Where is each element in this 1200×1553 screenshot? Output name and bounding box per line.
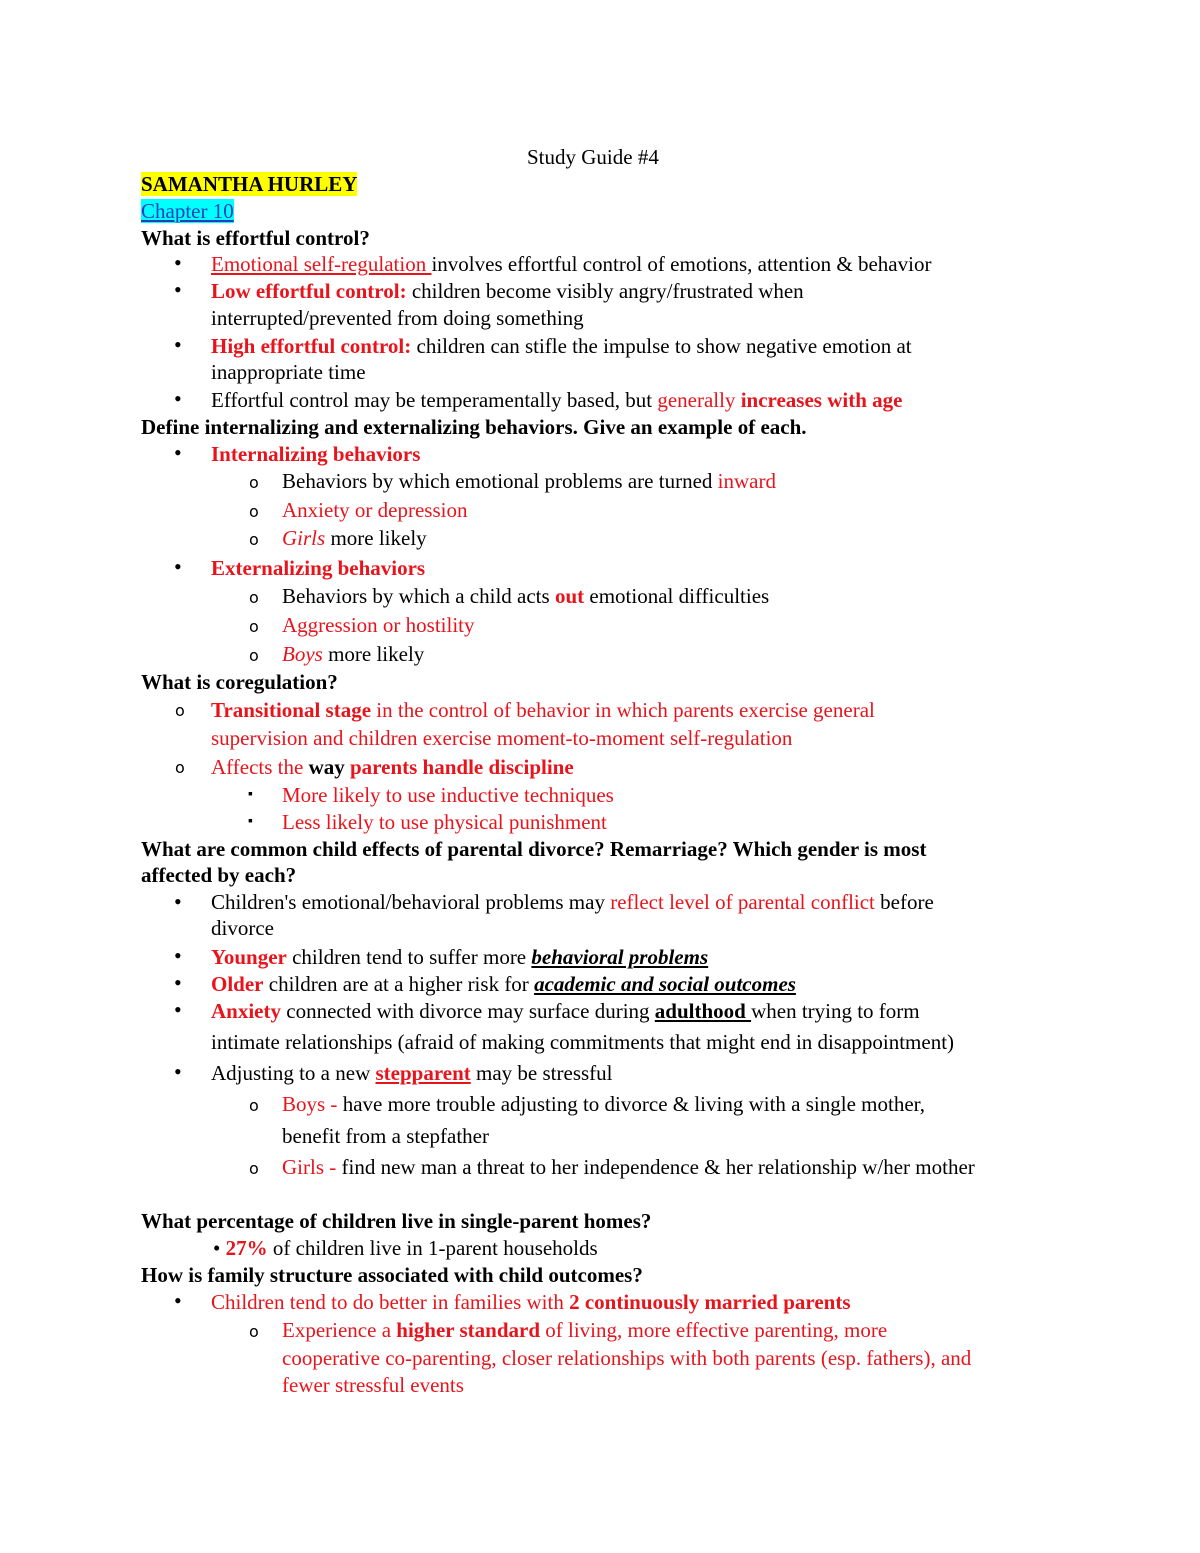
list-item-continuation: divorce [211,916,274,940]
question-family-structure: How is family structure associated with child outcomes? [141,1263,643,1287]
bullet-icon: • [174,332,182,357]
bullet-icon: • [174,386,182,411]
circle-bullet-icon: o [175,758,185,777]
circle-bullet-icon: o [249,473,259,492]
list-item-continuation: intimate relationships (afraid of making commitments that might end in disappointment) [211,1030,955,1054]
sub-list-item: Boys - have more trouble adjusting to divorce & living with a single mother, [282,1092,926,1116]
bullet-icon: • [174,554,182,579]
circle-bullet-icon: o [249,646,259,665]
square-bullet-icon: ▪ [248,814,253,829]
bullet-icon: • [174,250,182,275]
sub-list-item: Girls - find new man a threat to her independence & her relationship w/her mother [282,1155,975,1179]
list-item: High effortful control: children can stifle the impulse to show negative emotion at [211,334,912,358]
chapter-heading: Chapter 10 [141,199,234,223]
sub-list-item-continuation: fewer stressful events [282,1373,464,1397]
list-item: Transitional stage in the control of behavior in which parents exercise general [211,698,875,722]
question-coregulation: What is coregulation? [141,670,338,694]
bullet-icon: • [174,440,182,465]
list-item: Anxiety connected with divorce may surface during adulthood when trying to form [211,999,920,1023]
list-item: Effortful control may be temperamentally based, but generally increases with age [211,388,903,412]
bullet-icon: • [174,1059,182,1084]
list-item: Emotional self-regulation involves effortful control of emotions, attention & behavior [211,252,932,276]
list-item: Children tend to do better in families with 2 continuously married parents [211,1290,851,1314]
question-internalizing-externalizing: Define internalizing and externalizing behaviors. Give an example of each. [141,415,807,439]
list-item: Low effortful control: children become visibly angry/frustrated when [211,279,804,303]
list-item: Adjusting to a new stepparent may be stressful [211,1061,613,1085]
sub-list-item-continuation: cooperative co-parenting, closer relationships with both parents (esp. fathers), and [282,1346,972,1370]
bullet-icon: • [174,943,182,968]
sub-list-item: Anxiety or depression [282,498,468,522]
sub-list-item: Behaviors by which emotional problems are turned inward [282,469,776,493]
question-effortful-control: What is effortful control? [141,226,370,250]
list-item: Younger children tend to suffer more behavioral problems [211,945,709,969]
bullet-icon: • [174,970,182,995]
list-item-internalizing: Internalizing behaviors [211,442,421,466]
list-item-continuation: supervision and children exercise moment-to-moment self-regulation [211,726,793,750]
list-item-continuation: interrupted/prevented from doing something [211,306,584,330]
circle-bullet-icon: o [175,701,185,720]
list-item: Older children are at a higher risk for academic and social outcomes [211,972,796,996]
circle-bullet-icon: o [249,502,259,521]
circle-bullet-icon: o [249,1322,259,1341]
sub-list-item: More likely to use inductive techniques [282,783,614,807]
sub-list-item: Aggression or hostility [282,613,475,637]
sub-list-item: Less likely to use physical punishment [282,810,607,834]
bullet-icon: • [174,1288,182,1313]
circle-bullet-icon: o [249,617,259,636]
sub-list-item: Boys more likely [282,642,425,666]
circle-bullet-icon: o [249,1096,259,1115]
page-title: Study Guide #4 [527,145,659,169]
sub-list-item: Behaviors by which a child acts out emotional difficulties [282,584,770,608]
list-item-externalizing: Externalizing behaviors [211,556,426,580]
sub-list-item: Girls more likely [282,526,427,550]
circle-bullet-icon: o [249,530,259,549]
list-item: • 27% of children live in 1-parent households [213,1236,598,1260]
list-item: Affects the way parents handle discipline [211,755,574,779]
bullet-icon: • [174,277,182,302]
circle-bullet-icon: o [249,1159,259,1178]
sub-list-item: Experience a higher standard of living, more effective parenting, more [282,1318,888,1342]
bullet-icon: • [213,1236,221,1260]
student-name: SAMANTHA HURLEY [141,172,358,196]
sub-list-item-continuation: benefit from a stepfather [282,1124,489,1148]
question-divorce-effects-cont: affected by each? [141,863,297,887]
list-item-continuation: inappropriate time [211,360,366,384]
question-single-parent: What percentage of children live in single-parent homes? [141,1209,652,1233]
square-bullet-icon: ▪ [248,787,253,802]
question-divorce-effects: What are common child effects of parental divorce? Remarriage? Which gender is most [141,837,927,861]
circle-bullet-icon: o [249,588,259,607]
list-item: Children's emotional/behavioral problems may reflect level of parental conflict before [211,890,934,914]
bullet-icon: • [174,889,182,914]
bullet-icon: • [174,997,182,1022]
